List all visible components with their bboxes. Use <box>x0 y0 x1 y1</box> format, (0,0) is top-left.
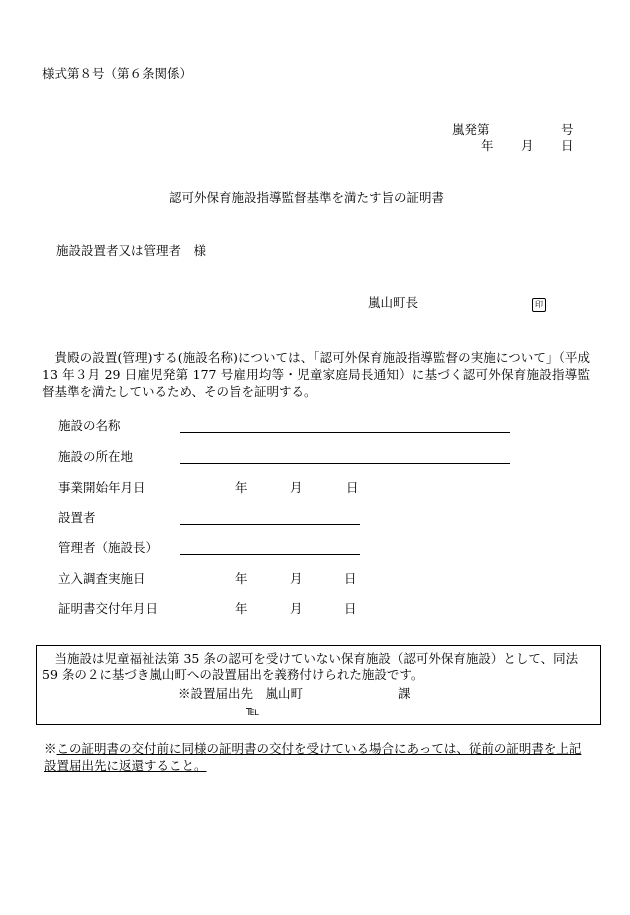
start-date-day: 日 <box>346 480 359 495</box>
issue-date-field-month: 月 <box>290 601 303 616</box>
notice-tel: ℡ <box>246 703 260 718</box>
footnote <box>44 740 592 774</box>
seal-icon: 印 <box>532 298 546 312</box>
issue-date-field-year: 年 <box>235 601 248 616</box>
issuer-name: 嵐山町長 <box>368 295 419 310</box>
field-label-inspection-date: 立入調査実施日 <box>58 571 146 586</box>
document-title: 認可外保育施設指導監督基準を満たす旨の証明書 <box>169 190 445 205</box>
issue-number-suffix: 号 <box>561 122 574 137</box>
field-label-manager: 管理者（施設長） <box>58 540 159 555</box>
start-date-year: 年 <box>235 480 248 495</box>
field-label-facility-address: 施設の所在地 <box>58 449 134 464</box>
facility-name-line[interactable] <box>180 432 510 433</box>
notice-section: 課 <box>398 686 411 701</box>
issue-date-field-day: 日 <box>344 601 357 616</box>
facility-address-line[interactable] <box>180 463 510 464</box>
issue-date-day: 日 <box>561 138 574 153</box>
addressee: 施設設置者又は管理者 様 <box>56 243 207 258</box>
footnote-mark: ※ <box>44 741 57 756</box>
issuer-seal <box>532 295 546 312</box>
notice-destination: ※設置届出先 嵐山町 <box>178 686 304 701</box>
issue-number-prefix: 嵐発第 <box>452 122 490 137</box>
field-label-issue-date: 証明書交付年月日 <box>58 601 159 616</box>
manager-line[interactable] <box>180 554 360 555</box>
field-label-start-date: 事業開始年月日 <box>58 480 146 495</box>
form-number: 様式第８号（第６条関係） <box>42 66 193 81</box>
issue-date-year: 年 <box>481 138 494 153</box>
founder-line[interactable] <box>180 524 360 525</box>
footnote-text: この証明書の交付前に同様の証明書の交付を受けている場合にあっては、従前の証明書を上記設置届出先に返還すること。 <box>44 741 582 773</box>
notice-text: 当施設は児童福祉法第 35 条の認可を受けていない保育施設（認可外保育施設）として、同法 59 条の２に基づき嵐山町への設置届出を義務付けられた施設です。 <box>42 651 579 682</box>
issue-date-month: 月 <box>521 138 534 153</box>
inspection-date-day: 日 <box>344 571 357 586</box>
inspection-date-year: 年 <box>235 571 248 586</box>
field-label-facility-name: 施設の名称 <box>58 418 121 433</box>
certification-statement: 貴殿の設置(管理)する(施設名称)については、「認可外保育施設指導監督の実施について」（平成 13 年３月 29 日雇児発第 177 号雇用均等・児童家庭局長通知）に基づく認可外保育施設指導監督基準を満たしているため、その旨を証明する。 <box>42 350 590 399</box>
field-label-founder: 設置者 <box>58 510 96 525</box>
inspection-date-month: 月 <box>290 571 303 586</box>
start-date-month: 月 <box>290 480 303 495</box>
